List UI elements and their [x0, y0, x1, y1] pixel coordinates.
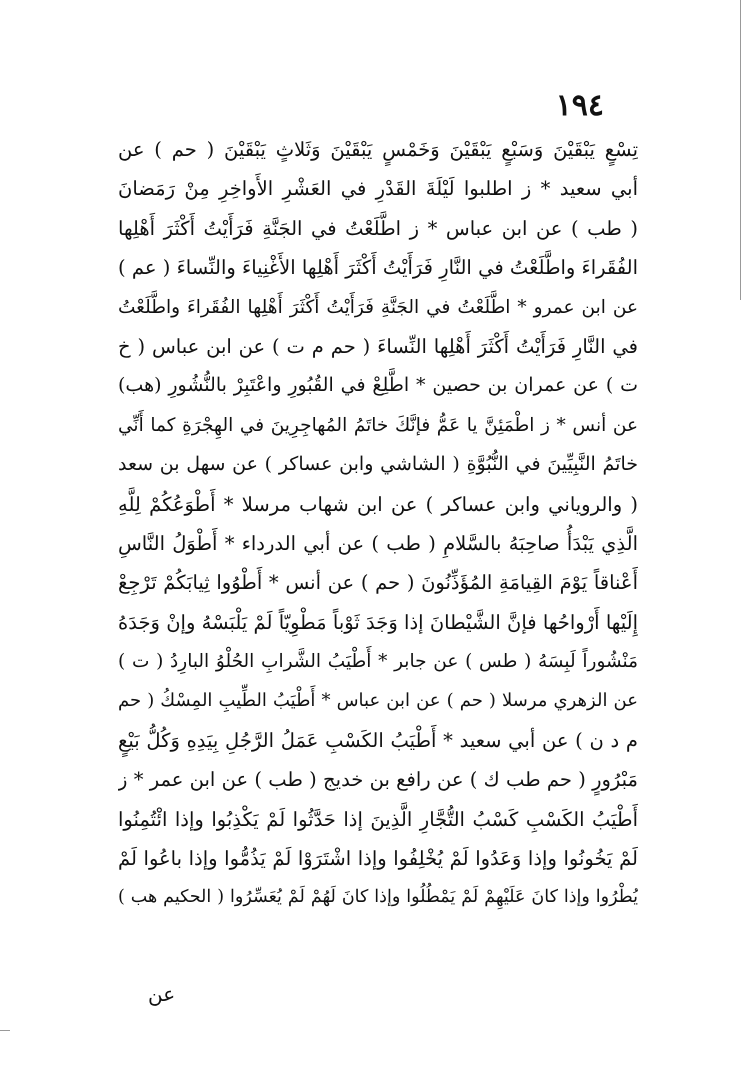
text-line: الَّذِي يَبْدَأُ صاحِبَهُ بالسَّلامِ ( طب ) عن أبي الدرداء * أَطْوَلُ النَّاسِ — [118, 531, 638, 555]
scan-edge-mark — [0, 1030, 10, 1031]
text-line: خاتَمُ النَّبِيِّينَ في النُّبُوَّةِ ( الشاشي وابن عساكر ) عن سهل بن سعد — [118, 453, 638, 476]
body-text — [118, 130, 638, 918]
text-line: إِلَيْها أَرْواحُها فإنَّ الشَّيْطانَ إذا وَجَدَ ثَوْباً مَطْوِيّاً لَمْ يَلْبَسْهُ وإنْ وَجَدَهُ — [118, 610, 638, 634]
text-line: تِسْعٍ يَبْقَيْنَ وَسَبْعٍ يَبْقَيْنَ وَخَمْسٍ يَبْقَيْنَ وَثَلاثٍ يَبْقَيْنَ ( حم ) عن — [118, 138, 638, 161]
text-line: عن أنس * ز اطْمَئِنَّ يا عَمُّ فإنَّكَ خاتَمُ المُهاجِرِينَ في الهِجْرَةِ كما أَنِّي — [118, 414, 638, 436]
text-line: ت ) عن عمران بن حصين * اطَّلِعْ في القُبُورِ واعْتَبِرْ بالنُّشُورِ (هب) — [118, 374, 638, 397]
text-line: ( طب ) عن ابن عباس * ز اطَّلَعْتُ في الجَنَّةِ فَرَأَيْتُ أَكْثَرَ أَهْلِها — [118, 216, 638, 240]
text-line: ( والروياني وابن عساكر ) عن ابن شهاب مرسلا * أَطْوَعُكُمْ لِلَّهِ — [118, 492, 638, 516]
text-line: مَبْرُورٍ ( حم طب ك ) عن رافع بن خديج ( طب ) عن ابن عمر * ز — [118, 768, 638, 792]
text-line: يُطْرُوا وإذا كانَ عَلَيْهِمْ لَمْ يَمْطُلُوا وإذا كانَ لَهُمْ لَمْ يُعَسِّرُوا ( الحكيم هب ) — [118, 887, 638, 908]
text-line: أبي سعيد * ز اطلبوا لَيْلَةَ القَدْرِ في العَشْرِ الأَواخِرِ مِنْ رَمَضانَ — [118, 177, 638, 201]
text-line: أَطْيَبُ الكَسْبِ كَسْبُ التُّجَّارِ الَّذِينَ إذا حَدَّثُوا لَمْ يَكْذِبُوا وإذا ائْتُمِنُوا — [118, 807, 638, 831]
text-line: أَعْناقاً يَوْمَ القِيامَةِ المُؤَذِّنُونَ ( حم ) عن أنس * أَطْوُوا ثِيابَكُمْ تَرْجِعْ — [118, 571, 638, 595]
text-line: عن ابن عمرو * اطَّلَعْتُ في الجَنَّةِ فَرَأَيْتُ أَكْثَرَ أَهْلِها الفُقَراءَ واطَّلَعْتُ — [118, 296, 638, 318]
catchword: عن — [148, 982, 176, 1006]
page-number: ١٩٤ — [555, 88, 604, 123]
text-line: الفُقَراءَ واطَّلَعْتُ في النَّارِ فَرَأَيْتُ أَكْثَرَ أَهْلِها الأَغْنِياءَ والنِّساءَ ( عم ) — [118, 256, 638, 280]
scan-edge-mark — [740, 0, 741, 300]
text-line: في النَّارِ فَرَأَيْتُ أَكْثَرَ أَهْلِها النِّساءَ ( حم م ت ) عن ابن عباس ( خ — [118, 334, 638, 358]
text-line: عن الزهري مرسلا ( حم ) عن ابن عباس * أَطْيَبُ الطِّيبِ المِسْكُ ( حم — [118, 690, 638, 712]
text-line: مَنْشُوراً لَبِسَهُ ( طس ) عن جابر * أَطْيَبُ الشَّرابِ الحُلْوُ البارِدُ ( ت ) — [118, 651, 638, 673]
text-line: لَمْ يَخُونُوا وإذا وَعَدُوا لَمْ يُخْلِفُوا وإذا اشْتَرَوْا لَمْ يَذُمُّوا وإذا باعُوا لَمْ — [118, 847, 638, 871]
text-line: م د ن ) عن أبي سعيد * أَطْيَبُ الكَسْبِ عَمَلُ الرَّجُلِ بِيَدِهِ وَكُلُّ بَيْعٍ — [118, 728, 638, 752]
